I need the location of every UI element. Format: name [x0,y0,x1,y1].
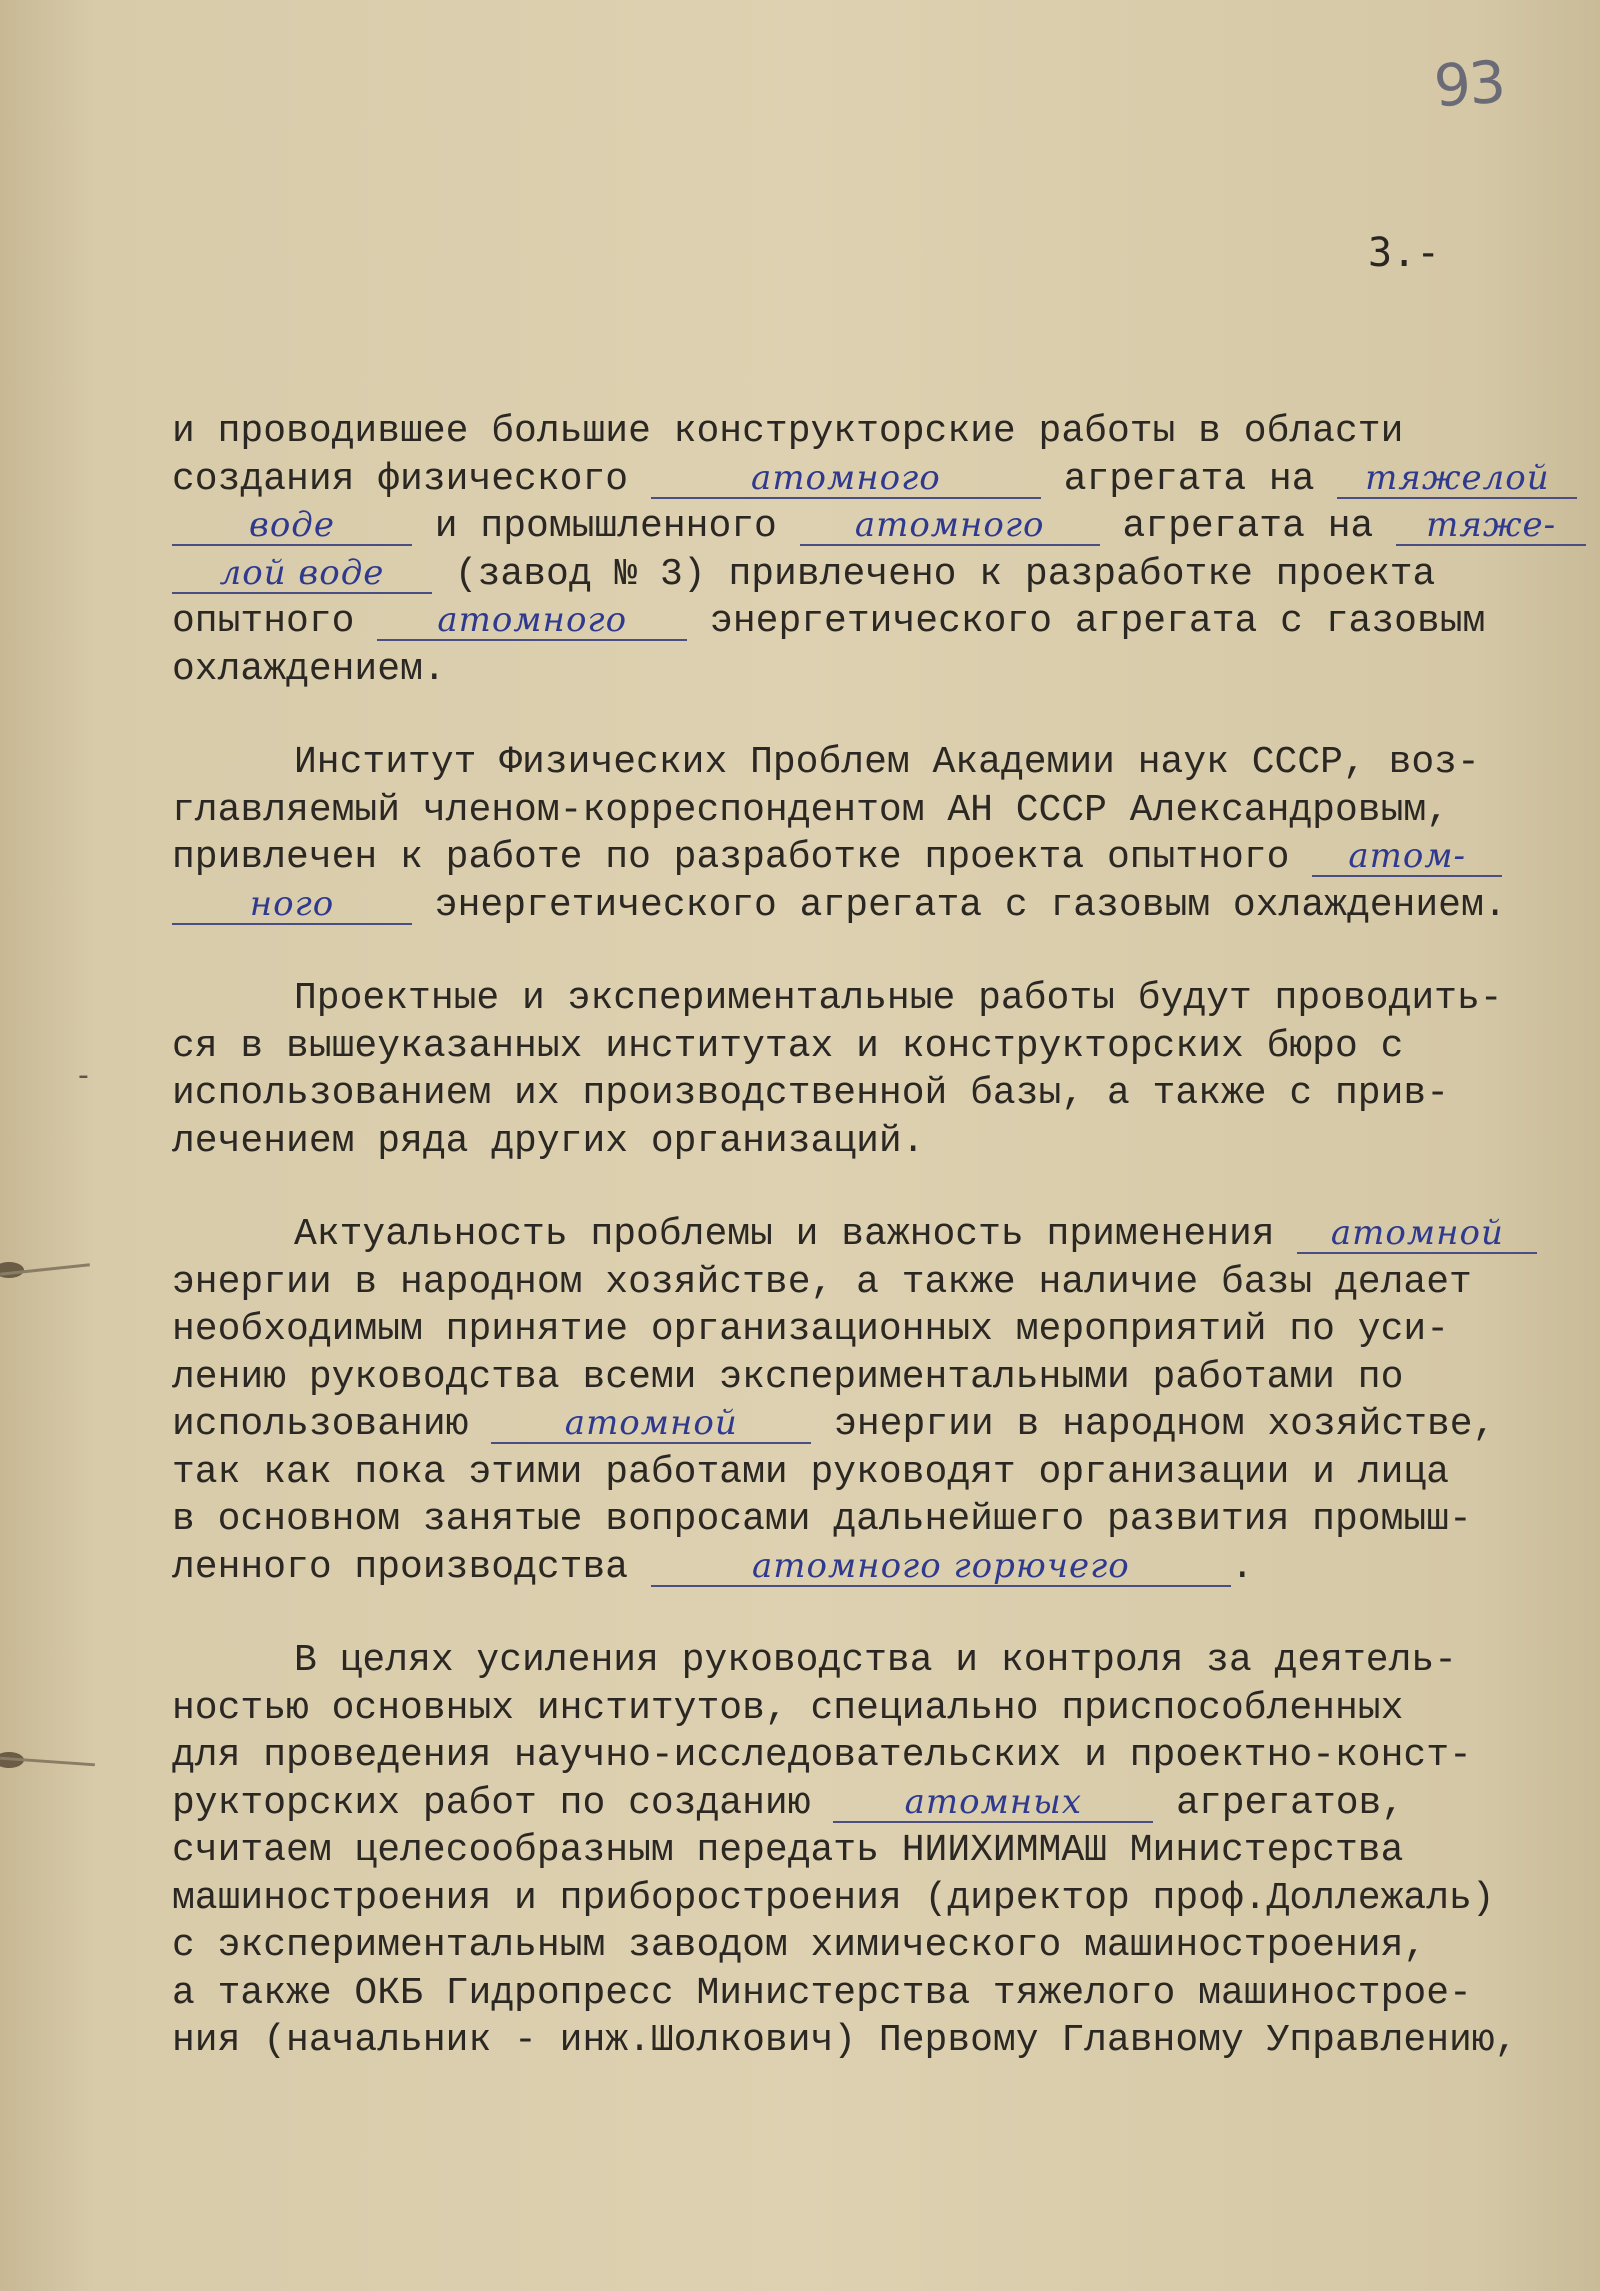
typed-text: энергетического агрегата с газовым [687,600,1486,643]
typed-text: энергетического агрегата с газовым охлаждением. [412,883,1507,927]
paragraph-gap [172,1165,1592,1211]
text-line [172,1449,1592,1497]
typed-text: с экспериментальным заводом химического машиностроения, [172,1924,1427,1967]
text-line [172,1922,1592,1970]
typed-text: машиностроения и приборостроения (директор проф.Доллежаль) [172,1876,1495,1920]
text-line [172,975,1592,1023]
typed-text: лечением ряда других организаций. [172,1119,925,1163]
handwritten-insertion: атомной [1297,1214,1537,1254]
text-line [172,1354,1592,1402]
typed-text: привлечен к работе по разработке проекта опытного [172,836,1313,879]
typed-text: считаем целесообразным передать НИИХИММАШ Министерства [172,1829,1404,1872]
typed-text: лению руководства всеми экспериментальными работами по [172,1355,1404,1399]
text-line [172,503,1592,551]
text-line [172,598,1592,646]
typed-text: так как пока этими работами руководят организации и лица [172,1450,1450,1494]
text-line [172,456,1592,504]
typed-text: опытного [172,600,378,643]
typed-text: а также ОКБ Гидропресс Министерства тяжелого машинострое- [172,1971,1472,2015]
handwritten-insertion: тяже- [1396,506,1586,546]
typed-text: (завод № 3) привлечено к разработке проекта [432,552,1436,596]
typed-text: Институт Физических Проблем Академии наук СССР, воз- [294,741,1480,784]
paragraph-gap [172,693,1592,739]
handwritten-insertion: ного [172,885,412,925]
typed-text: ся в вышеуказанных институтах и конструкторских бюро с [172,1024,1404,1068]
typed-text: в основном занятые вопросами дальнейшего развития промыш- [172,1498,1472,1541]
typed-text: ленного производства [172,1545,651,1589]
text-line [172,1780,1592,1828]
typed-text: главляемый членом-корреспондентом АН СССР Александровым, [172,788,1450,832]
text-line [172,1211,1592,1259]
text-line [172,1023,1592,1071]
archive-number: 93 [1431,47,1507,121]
handwritten-insertion: тяжелой [1337,459,1577,499]
typed-text: агрегатов, [1153,1781,1405,1825]
text-line [172,551,1592,599]
margin-dash: - [78,1058,89,1093]
typed-text: энергии в народном хозяйстве, [811,1403,1496,1446]
paragraph-gap [172,929,1592,975]
typed-text: агрегата на [1099,505,1397,548]
handwritten-insertion: атом- [1312,837,1502,877]
page-number: 3.- [1368,230,1441,276]
typed-text: ностью основных институтов, специально приспособленных [172,1686,1404,1730]
typed-text: для проведения научно-исследовательских и проектно-конст- [172,1734,1472,1777]
typed-text: создания физического [172,457,651,501]
typed-text: охлаждением. [172,647,446,691]
handwritten-insertion: атомного [377,601,687,641]
text-line [172,1685,1592,1733]
text-line [172,1070,1592,1118]
typed-text: агрегата на [1040,457,1338,501]
text-line [172,408,1592,456]
text-line [172,1306,1592,1354]
text-line [172,787,1592,835]
text-line [172,739,1592,787]
handwritten-insertion: атомной [491,1404,811,1444]
text-line [172,646,1592,694]
text-line [172,834,1592,882]
body-text [172,408,1592,2065]
text-line [172,1827,1592,1875]
text-line [172,1401,1592,1449]
handwritten-insertion: воде [172,506,412,546]
typed-text: Актуальность проблемы и важность применения [294,1213,1298,1256]
handwritten-insertion: атомного горючего [651,1547,1231,1587]
typed-text: Проектные и экспериментальные работы будут проводить- [294,977,1503,1020]
typed-text: использованию [172,1403,492,1446]
text-line [172,1496,1592,1544]
typed-text: и проводившее большие конструкторские работы в области [172,410,1404,453]
handwritten-insertion: лой воде [172,554,432,594]
typed-text: и промышленного [412,505,800,548]
text-line [172,2017,1592,2065]
text-line [172,1544,1592,1592]
typed-text: энергии в народном хозяйстве, а также наличие базы делает [172,1260,1472,1304]
typed-text: . [1230,1545,1254,1589]
text-line [172,1637,1592,1685]
handwritten-insertion: атомного [651,459,1041,499]
typed-text: В целях усиления руководства и контроля за деятель- [294,1639,1457,1682]
text-line [172,1970,1592,2018]
text-line [172,1118,1592,1166]
typed-text: ния (начальник - инж.Шолкович) Первому Главному Управлению, [172,2019,1518,2062]
typed-text: рукторских работ по созданию [172,1781,834,1825]
text-line [172,1259,1592,1307]
typed-text: использованием их производственной базы, а также с прив- [172,1072,1450,1115]
text-line [172,1732,1592,1780]
handwritten-insertion: атомных [833,1783,1153,1823]
paragraph-gap [172,1591,1592,1637]
handwritten-insertion: атомного [800,506,1100,546]
text-line [172,882,1592,930]
text-line [172,1875,1592,1923]
typed-text: необходимым принятие организационных мероприятий по уси- [172,1308,1450,1351]
